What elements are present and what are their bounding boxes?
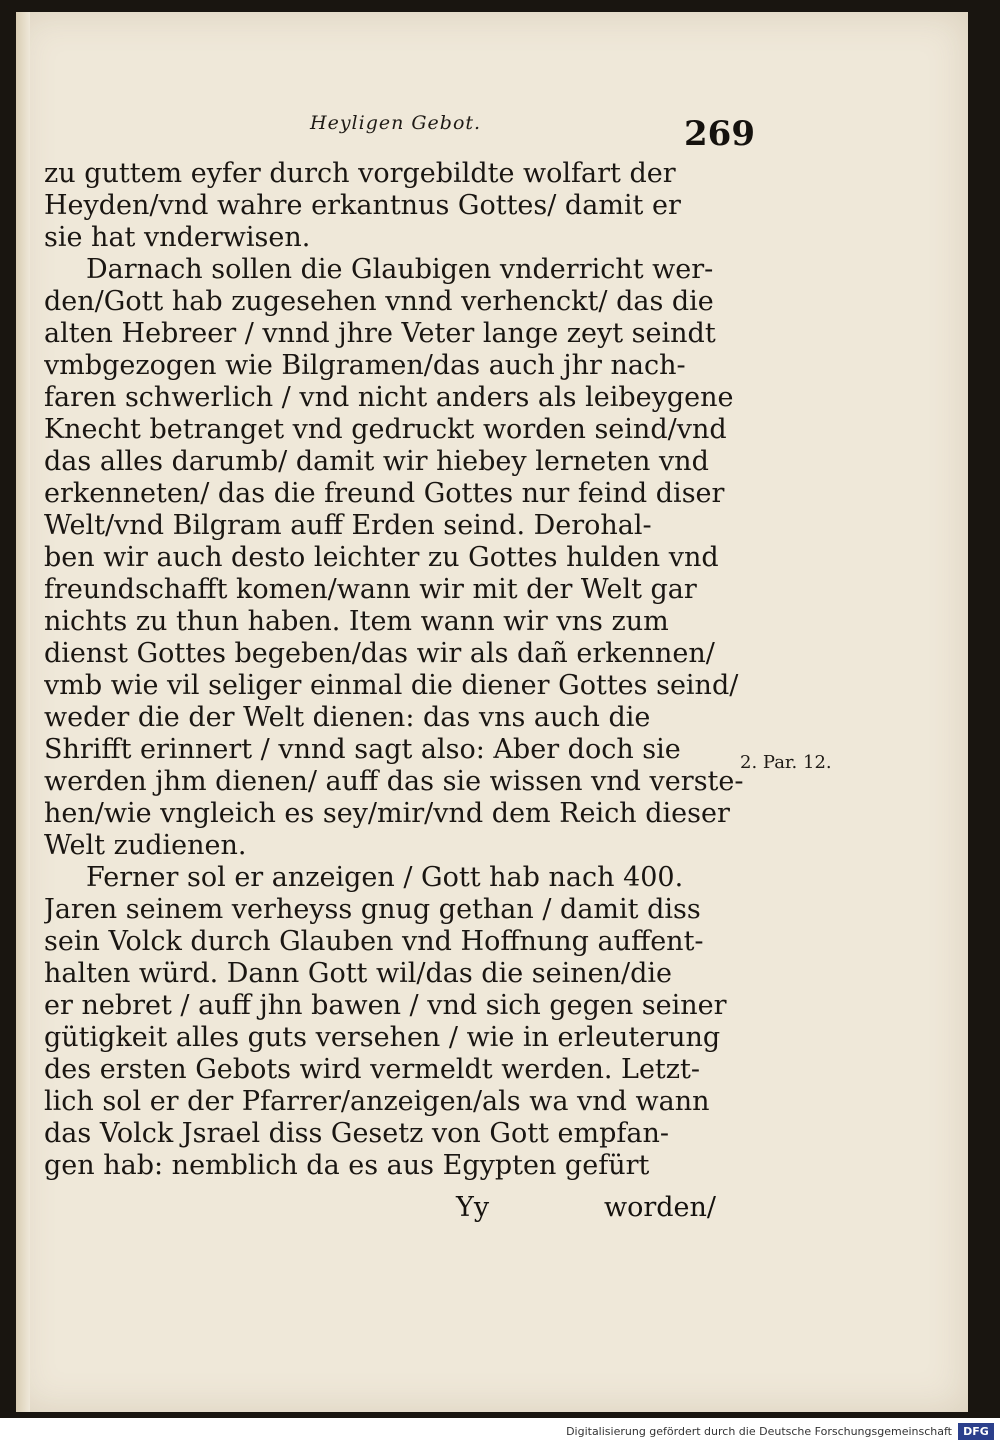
- text-line: lich sol er der Pfarrer/anzeigen/als wa vnd wann: [44, 1086, 710, 1117]
- text-line: halten würd. Dann Gott wil/das die seinen/die: [44, 958, 672, 989]
- paragraph-first-line: Darnach sollen die Glaubigen vnderricht wer-: [86, 254, 714, 285]
- text-line: gen hab: nemblich da es aus Egypten gefürt: [44, 1150, 650, 1181]
- text-line: er nebret / auff jhn bawen / vnd sich gegen seiner: [44, 990, 727, 1021]
- text-line: Shrifft erinnert / vnnd sagt also: Aber doch sie: [44, 734, 681, 765]
- text-line: erkenneten/ das die freund Gottes nur feind diser: [44, 478, 725, 509]
- text-line: das alles darumb/ damit wir hiebey lerneten vnd: [44, 446, 709, 477]
- page-number: 269: [684, 114, 755, 154]
- text-line: das Volck Jsrael diss Gesetz von Gott empfan-: [44, 1118, 669, 1149]
- signature-mark: Yy: [456, 1192, 490, 1223]
- dfg-logo: DFG: [958, 1423, 994, 1440]
- text-line: zu guttem eyfer durch vorgebildte wolfart der: [44, 158, 676, 189]
- text-line: sie hat vnderwisen.: [44, 222, 311, 253]
- text-line: den/Gott hab zugesehen vnnd verhenckt/ das die: [44, 286, 714, 317]
- footer-bar: [0, 1418, 1000, 1446]
- text-line: ben wir auch desto leichter zu Gottes hulden vnd: [44, 542, 719, 573]
- marginal-note: 2. Par. 12.: [740, 752, 832, 773]
- text-line: gütigkeit alles guts versehen / wie in erleuterung: [44, 1022, 721, 1053]
- text-line: des ersten Gebots wird vermeldt werden. Letzt-: [44, 1054, 700, 1085]
- text-line: weder die der Welt dienen: das vns auch die: [44, 702, 651, 733]
- catchword: worden/: [604, 1192, 717, 1223]
- text-line: vmb wie vil seliger einmal die diener Gottes seind/: [44, 670, 739, 701]
- text-line: dienst Gottes begeben/das wir als dañ erkennen/: [44, 638, 715, 669]
- text-line: vmbgezogen wie Bilgramen/das auch jhr nach-: [44, 350, 686, 381]
- page-gutter-edge: [16, 12, 30, 1412]
- footer-credit: Digitalisierung gefördert durch die Deutsche Forschungsgemeinschaft: [566, 1425, 952, 1438]
- text-line: sein Volck durch Glauben vnd Hoffnung auffent-: [44, 926, 704, 957]
- text-line: alten Hebreer / vnnd jhre Veter lange zeyt seindt: [44, 318, 716, 349]
- text-line: Welt/vnd Bilgram auff Erden seind. Derohal-: [44, 510, 652, 541]
- paragraph-first-line: Ferner sol er anzeigen / Gott hab nach 400.: [86, 862, 684, 893]
- text-line: nichts zu thun haben. Item wann wir vns zum: [44, 606, 669, 637]
- text-line: Welt zudienen.: [44, 830, 247, 861]
- text-line: faren schwerlich / vnd nicht anders als leibeygene: [44, 382, 734, 413]
- text-line: Jaren seinem verheyss gnug gethan / damit diss: [44, 894, 701, 925]
- text-line: werden jhm dienen/ auff das sie wissen vnd verste-: [44, 766, 744, 797]
- text-line: Heyden/vnd wahre erkantnus Gottes/ damit er: [44, 190, 681, 221]
- text-line: Knecht betranget vnd gedruckt worden seind/vnd: [44, 414, 727, 445]
- text-line: freundschafft komen/wann wir mit der Welt gar: [44, 574, 697, 605]
- text-line: hen/wie vngleich es sey/mir/vnd dem Reich dieser: [44, 798, 730, 829]
- running-head: Heyligen Gebot.: [310, 112, 482, 134]
